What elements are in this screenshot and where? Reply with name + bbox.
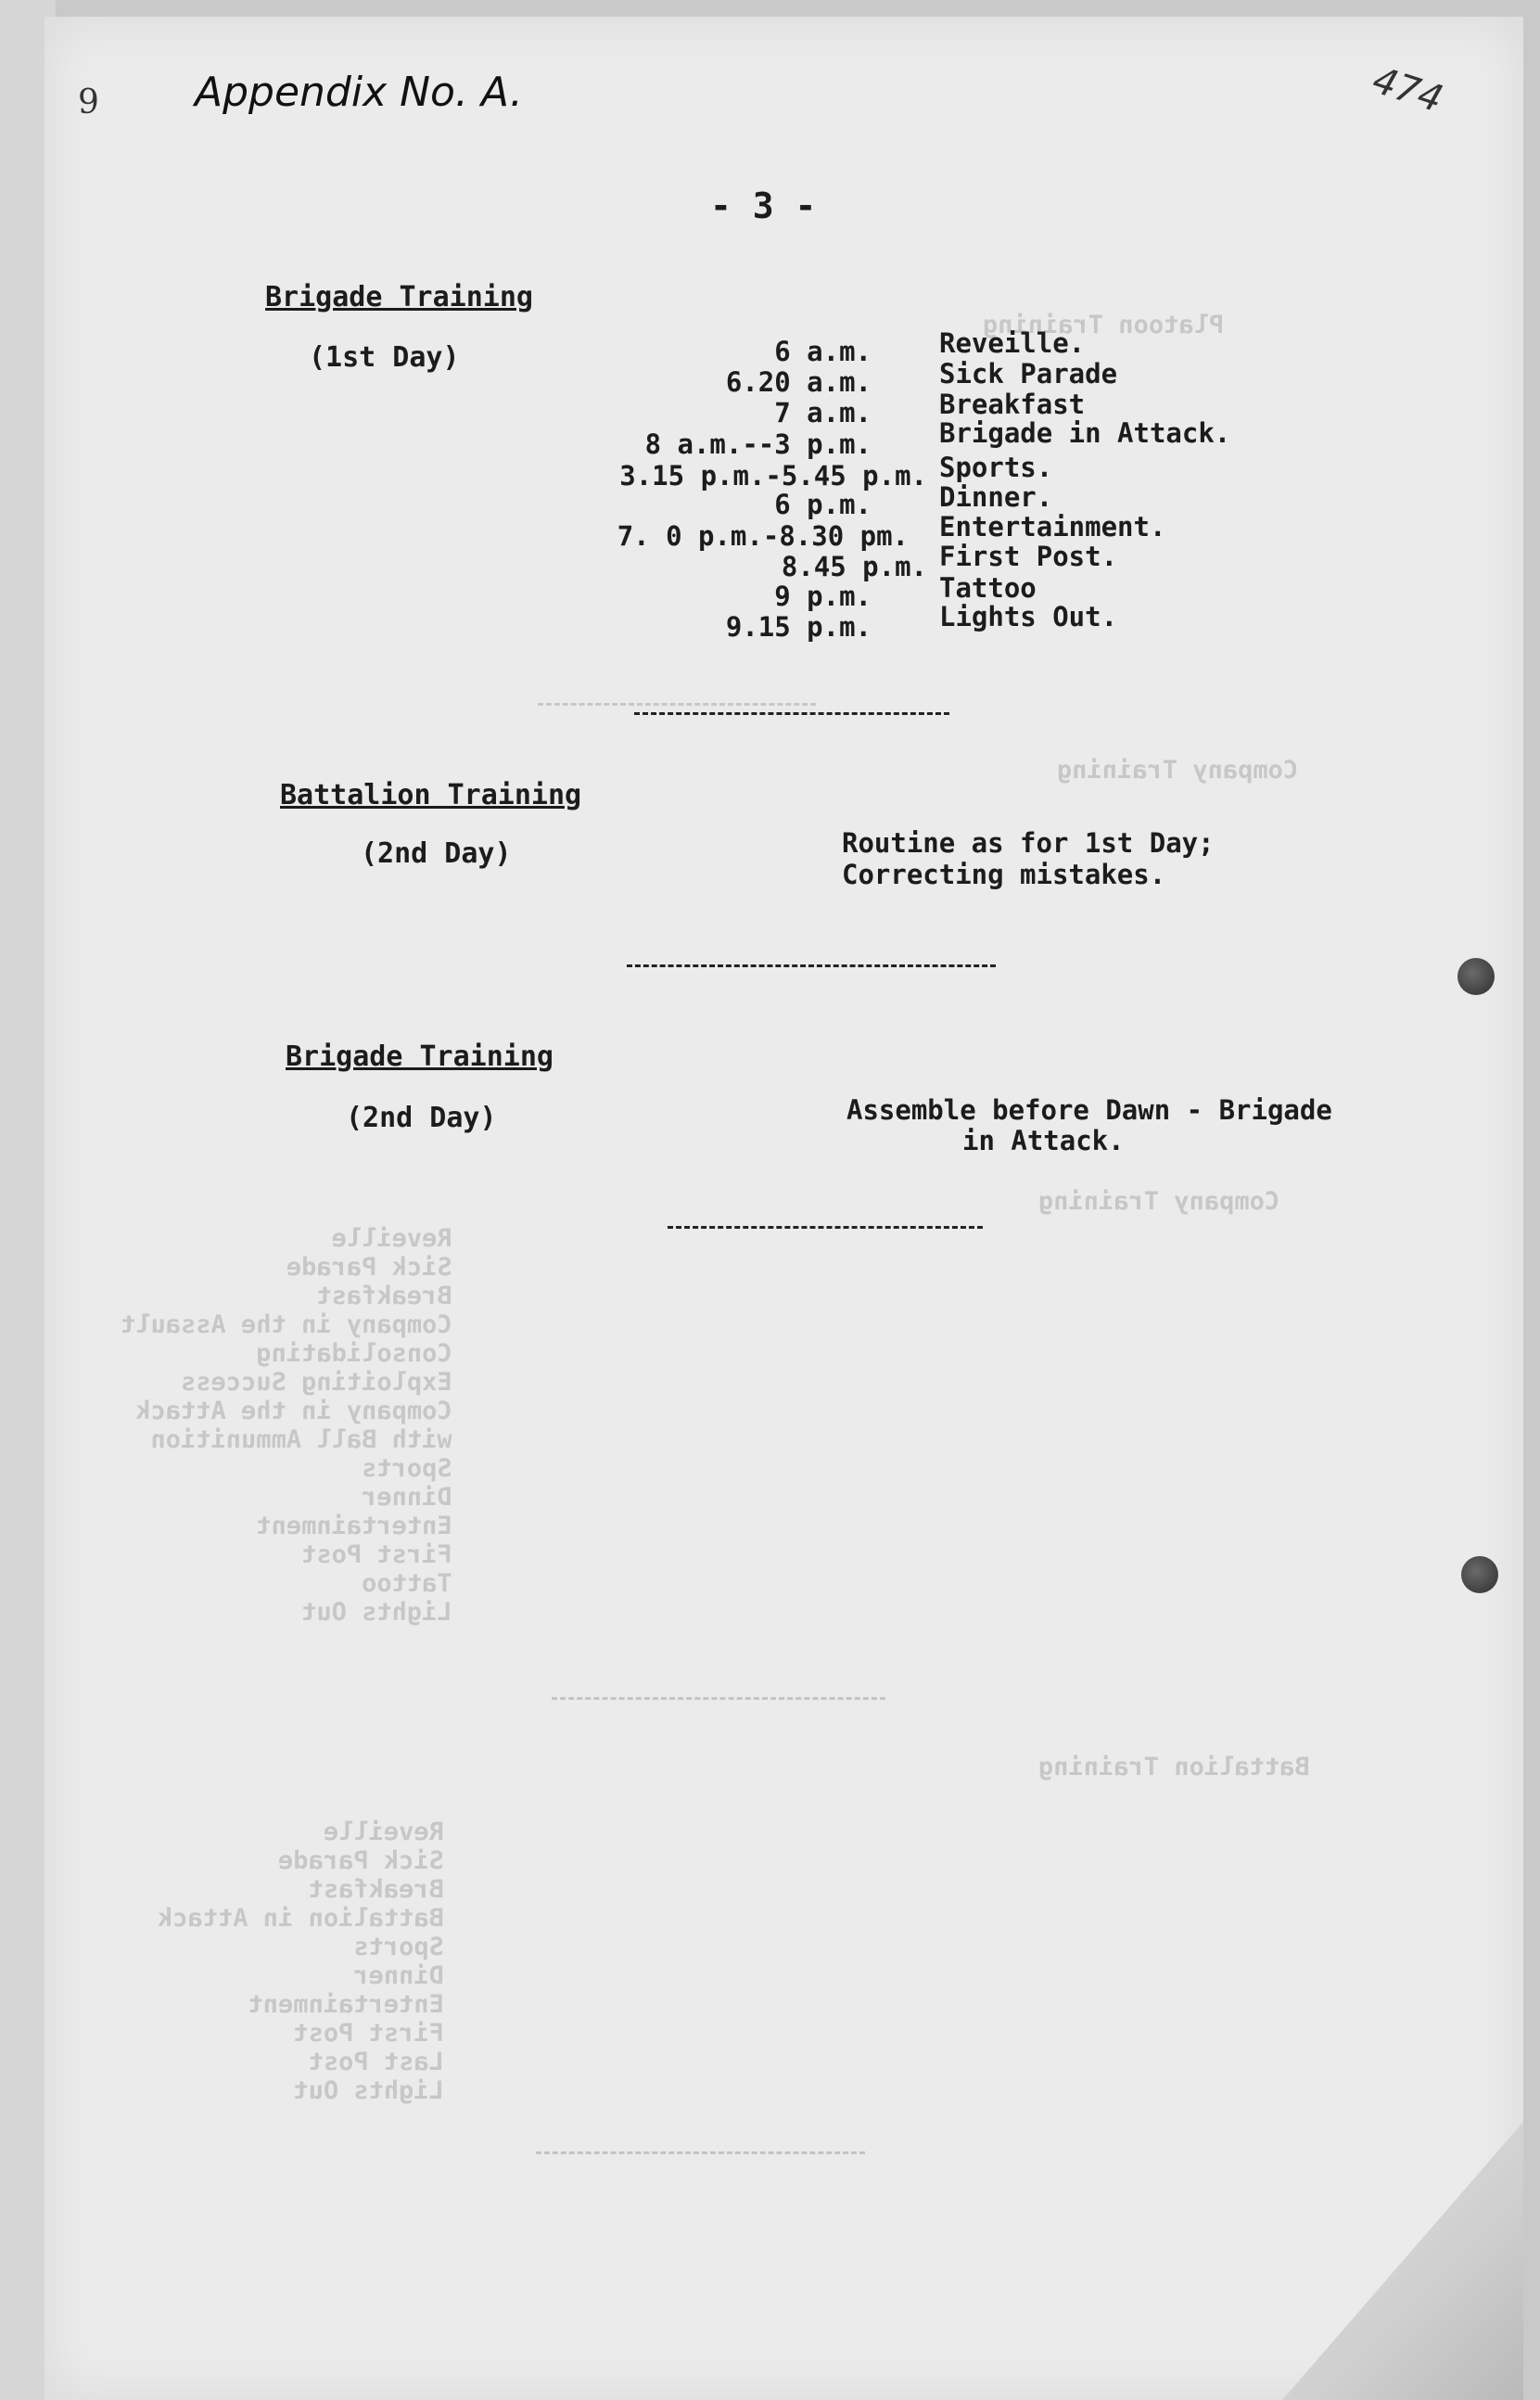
schedule-event: First Post. — [939, 541, 1118, 572]
section-title: Brigade Training — [286, 1040, 554, 1073]
bleed-through-text: Company Training — [1057, 756, 1299, 785]
schedule-time: 3.15 p.m.-5.45 p.m. — [619, 460, 927, 491]
schedule-time: 9.15 p.m. — [725, 611, 872, 643]
schedule-event: Breakfast — [939, 389, 1086, 420]
folded-corner — [1282, 2122, 1523, 2400]
schedule-time: 7 a.m. — [774, 397, 872, 428]
section-day: (2nd Day) — [346, 1102, 497, 1134]
margin-number: 9 — [78, 83, 99, 121]
schedule-time: 7. 0 p.m.-8.30 pm. — [617, 520, 909, 552]
bleed-through-divider — [536, 2151, 865, 2154]
bleed-through-divider — [538, 703, 816, 706]
section-divider — [668, 1226, 983, 1229]
page-number: - 3 - — [710, 185, 817, 226]
bleed-through-text: Platoon Training — [983, 311, 1225, 339]
section-divider — [634, 712, 949, 715]
schedule-time: 9 p.m. — [774, 581, 872, 612]
schedule-event: Brigade in Attack. — [939, 417, 1231, 449]
section-day: (2nd Day) — [361, 837, 512, 870]
section-title: Brigade Training — [265, 281, 533, 313]
schedule-event: Sick Parade — [939, 358, 1118, 389]
schedule-time: 6 p.m. — [774, 489, 872, 520]
bleed-through-divider — [552, 1697, 885, 1700]
punch-hole — [1461, 1556, 1498, 1593]
schedule-event: Entertainment. — [939, 511, 1166, 543]
schedule-time: 8 a.m.--3 p.m. — [644, 428, 872, 460]
schedule-event: Reveille. — [939, 327, 1086, 359]
punch-hole — [1457, 958, 1495, 995]
bleed-through-text: Company Training — [1038, 1187, 1280, 1216]
section-note: Correcting mistakes. — [842, 859, 1166, 890]
schedule-event: Dinner. — [939, 481, 1053, 513]
schedule-event: Sports. — [939, 452, 1053, 483]
section-title: Battalion Training — [280, 779, 582, 811]
section-divider — [627, 964, 996, 967]
section-note: Assemble before Dawn - Brigade — [846, 1094, 1332, 1126]
bleed-through-text: Reveille Sick Parade Breakfast Battalion in Attack Sports Dinner Entertainment First Post Last Post Lights Out — [158, 1818, 444, 2105]
section-note: Routine as for 1st Day; — [842, 827, 1215, 859]
schedule-time: 6 a.m. — [774, 336, 872, 367]
section-note: in Attack. — [962, 1125, 1125, 1156]
schedule-event: Tattoo — [939, 572, 1037, 604]
schedule-time: 8.45 p.m. — [781, 551, 927, 582]
appendix-label: Appendix No. A. — [195, 69, 523, 116]
schedule-event: Lights Out. — [939, 601, 1118, 632]
bleed-through-text: Reveille Sick Parade Breakfast Company in the Assault Consolidating Exploiting Success Company in the Attack with Ball Ammunition Sports Dinner Entertainment First Post Tattoo Lights Out — [121, 1224, 452, 1627]
bleed-through-text: Battalion Training — [1038, 1753, 1310, 1781]
folio-number: 474 — [1367, 58, 1448, 121]
schedule-time: 6.20 a.m. — [725, 366, 872, 398]
section-day: (1st Day) — [309, 341, 460, 374]
